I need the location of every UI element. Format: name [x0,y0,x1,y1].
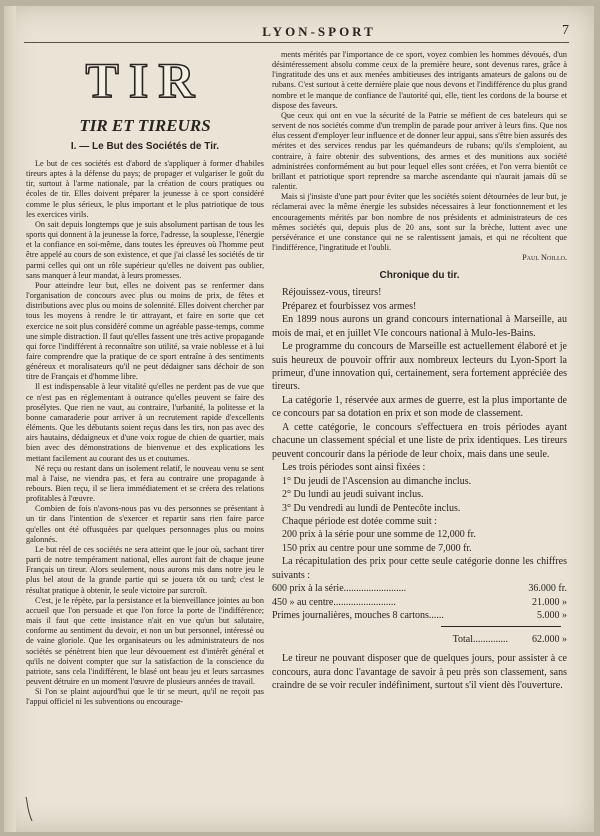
paragraph: Si l'on se plaint aujourd'hui que le tir se meurt, qu'il ne reçoit pas l'appui officiel ni les subventions ou encourage- [26,687,264,707]
paragraph: On sait depuis longtemps que je suis absolument partisan de tous les sports qui donnent à la jeunesse la force, l'adresse, la souplesse, l'énergie et la confiance en soi-même, dans toutes les épreuves où l'homme peut être appelé au cours de son existence, et que j'ai classé les sociétés de tir parmi celles qui ont un rôle supérieur qu'elles ne doivent pas oublier, sans manquer à leur mandat, à leurs promesses. [26,219,264,280]
paragraph: La récapitulation des prix pour cette seule catégorie donne les chiffres suivants : [272,556,567,581]
period-item: 1° Du jeudi de l'Ascension au dimanche inclus. [282,475,472,487]
running-header [24,20,569,43]
pencil-mark [24,796,34,822]
paragraph: Les trois périodes sont ainsi fixées : [282,462,426,474]
paragraph: Chaque période est dotée comme suit : [282,515,437,527]
paragraph: ments mérités par l'importance de ce sport, voyez combien les hommes dévoués, d'un désintéressement absolu comme ceux de la première heure, sont devenus rares, grâce à l'ingratitude des uns et aux menées ambitieuses des intrigants amateurs de galons ou de rubans. C'est surtout à cette dernière plaie que nous devons et l'indifférence du plus grand nombre et le manque de confiance de l'autorité qui, elle, tient les cordons de la bourse et dispose des faveurs. [272,50,567,110]
price-amount: 36.000 fr. [528,583,567,595]
period-item: 2° Du lundi au jeudi suivant inclus. [282,489,424,501]
paragraph: 150 prix au centre pour une somme de 7,000 fr. [282,542,472,554]
price-label: 450 » au centre......................... [272,596,396,608]
paragraph: Le but réel de ces sociétés ne sera atteint que le jour où, sachant tirer parti de notre tempérament national, elles auront fait de chaque jeune Français un tireur. Alors seulement, nous aurons mis dans notre jeu le plus bel atout de la grande partie qui se jouera tôt ou tard; c'est le résultat pratique à obtenir, le seule victoire par surcroît. [26,544,264,595]
paragraph: Mais si j'insiste d'une part pour éviter que les sociétés soient détournées de leur but, je réclamerai avec la même énergie les subsides nécessaires à leur fonctionnement et les encouragements mérités par bon nombre de nos présidents et administrateurs de ces mêmes sociétés qui, depuis plus de 20 ans, sont sur la brèche, luttent avec une persévérance et une constance qui ne se ralentissent jamais, et qui ne récoltent que l'indifférence, l'ingratitude et l'oubli. [272,192,567,252]
chronique-heading: Chronique du tir. [379,270,460,282]
total-amount: 62.000 » [532,633,567,645]
paragraph: La catégorie 1, réservée aux armes de guerre, est la plus importante de ce concours par sa dotation en prix et son mode de classement. [272,394,567,420]
binding-gutter [4,6,16,832]
paragraph: Le programme du concours de Marseille est actuellement élaboré et je suis heureux de pouvoir offrir aux nombreux lecteurs du Lyon-Sport la primeur, d'une innovation qui, certainement, sera fortement appréciée des tireurs. [272,341,567,393]
article-title: TIR ET TIREURS [79,116,211,135]
section-heading: I. — Le But des Sociétés de Tir. [70,141,220,152]
page [4,6,594,832]
paragraph: Le but de ces sociétés est d'abord de s'appliquer à former d'habiles tireurs aptes à la défense du pays; de propager et vulgariser le goût du tir, surtout à l'arme nationale, par la création de cours pratiques ou écoles de tir. Elles doivent préparer la jeunesse à ce sport considéré comme le plus sérieux, le plus important et le plus patriotique de tous les exercices virils. [26,159,264,219]
paragraph: Réjouissez-vous, tireurs! [282,287,382,299]
running-title: LYON-SPORT [262,24,376,39]
sum-divider [441,626,561,627]
section-title: TIR [85,52,205,108]
paragraph: Préparez et fourbissez vos armes! [282,300,417,312]
paragraph: Combien de fois n'avons-nous pas vu des personnes se présentant à un tir dans l'intention de s'exercer et repartir sans rien faire parce qu'elles ont été offusquées par quelques personnages plus ou moins galonnés. [26,504,264,544]
paragraph: 200 prix à la série pour une somme de 12,000 fr. [282,529,476,541]
left-column [26,46,264,707]
right-column [272,50,567,692]
period-item: 3° Du vendredi au lundi de Pentecôte inclus. [282,502,461,514]
paragraph: Né reçu ou restant dans un isolement relatif, le nouveau venu se sent mal à l'aise, ne viendra pas, et fera au contraire une propagande à rebours. Bien reçu, il se liera immédiatement et se créera des relations profitables à l'œuvre. [26,463,264,504]
paragraph: C'est, je le répète, par la persistance et la bienveillance jointes au bon accueil que l'on persuade et que l'on force la porte de l'indifférence; mais il faut que cette insistance n'ait en vue qu'un but salutaire, conforme au sentiment du devoir, et non un but personnel, intéressé ou de vaine gloriole. Que les organisateurs ou les administrateurs de nos sociétés se pénètrent bien que leur dévouement est d'intérêt général et qu'ils ne doivent compter que sur la satisfaction de la conscience du patriote, sans cela l'indifférent, le blasé ont beau jeu et leurs sarcasmes peuvent détruire en un moment l'œuvre de plusieurs années de travail. [26,595,264,686]
price-row [272,582,567,595]
total-row [272,633,567,646]
paragraph: Il est indispensable à leur vitalité qu'elles ne perdent pas de vue que ce n'est pas en réglementant à outrance qu'elles peuvent se faire des prosélytes. Que rien ne vaut, au contraire, l'urbanité, la politesse et la bonne camaraderie pour arriver à un recrutement rapide d'excellents éléments. Que les débutants soient reçus dans les tirs, non pas avec des airs hautains, dédaigneux et d'une voix rogue de chien de quartier, mais bien avec des démonstrations de bienvenue et des explications les mettant facilement au courant des us et coutumes. [26,382,264,463]
total-label: Total.............. [452,633,508,645]
author-signature: Paul Noillo. [522,253,567,263]
paragraph: En 1899 nous aurons un grand concours international à Marseille, au mois de mai, et en juillet VIe concours national à Mulo-les-Bains. [272,314,567,339]
price-amount: 21.000 » [532,596,567,608]
price-amount: 5.000 » [537,610,567,622]
paragraph: A cette catégorie, le concours s'effectuera en trois périodes ayant chacune un classement spécial et une liste de prix identiques. Les tireurs peuvent concourir dans la période de leur choix, mais dans une seule. [272,421,567,460]
paragraph: Pour atteindre leur but, elles ne doivent pas se renfermer dans l'organisation de concours avec plus ou moins de prix, de fêtes et distributions avec plus ou moins de solennité. Elles doivent chercher par tous les moyens à rendre le tir attrayant, et faire en sorte que cet exercice ne soit plus considéré comme un agréable passe-temps, comme une simple distraction. Il faut qu'elles fassent une très active propagande qui force l'indifférent à reconnaître son utilité, sa vraie noblesse et à lui faire comprendre que la pratique de ce sport entraîne à des sentiments généreux et moralisateurs qu'il ne peut dédaigner sans déchoir de son titre de Français et d'homme libre. [26,280,264,382]
chronique-body [272,286,567,692]
paragraph: Que ceux qui ont en vue la sécurité de la Patrie se méfient de ces bateleurs qui se servent de nos sociétés comme d'un tremplin de parade pour arriver à leurs fins. Que nos élus cessent d'employer leur influence et de donner leur appui, sans s'être bien assurés des mérites et des services rendus par les quémandeurs de rubans; qu'ils s'emploient, au contraire, à faire obtenir des subventions, des armes et des munitions aux société administrées conformément au but pour lequel elles sont créées, et l'on verra bientôt ce brillant et patriotique sport reprendre sa marche ascendante qui n'aurait jamais dû se ralentir. [272,110,567,192]
price-row [272,596,567,609]
paragraph: Le tireur ne pouvant disposer que de quelques jours, pour assister à ce concours, aura donc l'avantage de savoir à peu près son classement, sans craindre de se voir reculer indéfiniment, surtout s'il vient dès l'ouverture. [272,653,567,691]
price-label: 600 prix à la série......................... [272,583,407,595]
page-number: 7 [562,23,569,38]
price-row [272,609,567,622]
price-label: Primes journalières, mouches 8 cartons...... [272,610,444,622]
